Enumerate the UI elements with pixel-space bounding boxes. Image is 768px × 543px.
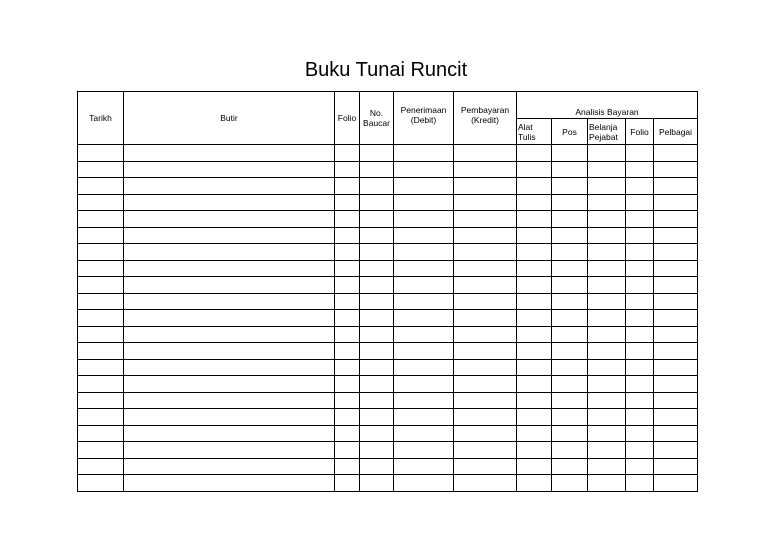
table-cell [626,211,654,228]
table-cell [517,475,552,492]
table-row [78,326,698,343]
table-cell [394,194,454,211]
table-cell [588,161,626,178]
table-cell [552,161,588,178]
table-cell [626,227,654,244]
table-cell [552,211,588,228]
table-cell [517,376,552,393]
subheader-belanja-pejabat [588,119,626,145]
header-no-baucar-line2: Baucar [363,118,390,128]
table-cell [454,310,517,327]
table-row [78,178,698,195]
header-butir: Butir [124,92,335,145]
table-cell [588,244,626,261]
table-cell [335,260,360,277]
table-cell [588,359,626,376]
table-cell [360,359,394,376]
table-cell [454,392,517,409]
table-cell [394,178,454,195]
table-cell [124,392,335,409]
table-cell [654,293,698,310]
table-cell [654,211,698,228]
table-cell [78,310,124,327]
table-cell [335,409,360,426]
table-cell [394,458,454,475]
table-cell [124,277,335,294]
table-cell [454,277,517,294]
table-cell [552,376,588,393]
table-cell [588,409,626,426]
table-cell [335,343,360,360]
subheader-folio: Folio [626,119,654,145]
table-row [78,458,698,475]
table-row [78,425,698,442]
table-cell [124,161,335,178]
table-cell [552,293,588,310]
table-row [78,392,698,409]
header-penerimaan-line2: (Debit) [410,115,437,125]
subheader-pos: Pos [552,119,588,145]
table-cell [360,343,394,360]
header-pembayaran-line1: Pembayaran [460,105,510,115]
table-cell [626,475,654,492]
table-cell [78,260,124,277]
table-cell [626,359,654,376]
table-cell [552,178,588,195]
table-cell [588,194,626,211]
table-cell [394,244,454,261]
table-cell [654,359,698,376]
table-row [78,359,698,376]
table-cell [78,145,124,162]
table-cell [360,409,394,426]
table-cell [454,145,517,162]
table-cell [360,194,394,211]
subheader-belanja-pejabat-line1: Belanja [589,121,618,132]
table-cell [454,359,517,376]
table-cell [588,211,626,228]
table-cell [360,260,394,277]
table-cell [626,145,654,162]
table-cell [360,178,394,195]
table-cell [626,392,654,409]
table-cell [454,343,517,360]
table-cell [78,376,124,393]
table-cell [454,227,517,244]
table-cell [517,343,552,360]
table-cell [335,392,360,409]
table-cell [626,409,654,426]
table-cell [517,425,552,442]
table-cell [124,178,335,195]
table-cell [588,442,626,459]
table-cell [654,260,698,277]
table-cell [626,293,654,310]
table-cell [78,475,124,492]
table-cell [124,211,335,228]
table-cell [335,310,360,327]
table-cell [394,409,454,426]
table-cell [588,260,626,277]
table-cell [124,227,335,244]
table-cell [394,475,454,492]
table-cell [552,343,588,360]
table-cell [394,260,454,277]
table-cell [654,244,698,261]
table-cell [588,227,626,244]
table-cell [78,359,124,376]
table-cell [654,458,698,475]
table-cell [552,326,588,343]
table-cell [654,442,698,459]
table-cell [626,442,654,459]
header-folio: Folio [335,92,360,145]
table-cell [654,425,698,442]
table-cell [626,244,654,261]
table-cell [626,178,654,195]
table-cell [517,194,552,211]
table-cell [517,359,552,376]
table-cell [394,227,454,244]
table-cell [335,244,360,261]
table-cell [517,178,552,195]
table-cell [360,475,394,492]
table-row [78,244,698,261]
table-cell [78,425,124,442]
table-cell [394,392,454,409]
header-no-baucar [360,92,394,145]
table-cell [654,178,698,195]
table-cell [394,376,454,393]
table-cell [335,293,360,310]
table-cell [394,293,454,310]
table-cell [552,475,588,492]
table-row [78,293,698,310]
table-row [78,343,698,360]
table-cell [552,277,588,294]
table-cell [626,458,654,475]
table-cell [360,227,394,244]
table-cell [552,244,588,261]
table-cell [588,392,626,409]
table-cell [360,293,394,310]
table-cell [360,458,394,475]
table-cell [454,409,517,426]
table-cell [124,293,335,310]
table-cell [360,392,394,409]
table-cell [626,194,654,211]
table-cell [78,244,124,261]
table-cell [454,475,517,492]
table-cell [654,409,698,426]
table-cell [588,376,626,393]
table-cell [654,277,698,294]
table-cell [360,310,394,327]
table-cell [588,277,626,294]
table-row [78,227,698,244]
table-cell [517,442,552,459]
page-title: Buku Tunai Runcit [304,59,468,81]
table-row [78,194,698,211]
table-cell [626,425,654,442]
table-cell [517,277,552,294]
table-cell [78,293,124,310]
table-cell [588,178,626,195]
table-cell [626,376,654,393]
table-cell [454,442,517,459]
table-cell [360,442,394,459]
table-cell [454,244,517,261]
table-cell [78,392,124,409]
table-cell [588,343,626,360]
table-cell [124,260,335,277]
table-row [78,409,698,426]
table-cell [360,161,394,178]
table-cell [626,343,654,360]
table-cell [394,277,454,294]
table-cell [335,376,360,393]
table-cell [335,145,360,162]
table-cell [78,442,124,459]
table-cell [588,326,626,343]
table-cell [654,194,698,211]
table-row [78,310,698,327]
table-cell [124,310,335,327]
header-penerimaan [394,92,454,145]
petty-cash-table [77,91,698,492]
table-body [78,145,698,492]
subheader-alat-tulis [517,119,552,145]
table-cell [394,310,454,327]
table-row [78,211,698,228]
table-cell [588,310,626,327]
header-pembayaran [454,92,517,145]
table-cell [517,145,552,162]
table-cell [517,293,552,310]
table-cell [78,161,124,178]
table-cell [552,310,588,327]
table-cell [78,227,124,244]
table-row [78,475,698,492]
table-cell [360,211,394,228]
table-cell [454,161,517,178]
table-cell [124,145,335,162]
table-cell [360,376,394,393]
table-cell [78,211,124,228]
table-cell [517,326,552,343]
table-cell [394,211,454,228]
subheader-belanja-pejabat-line2: Pejabat [589,131,618,142]
table-row [78,277,698,294]
table-cell [124,343,335,360]
table-cell [335,194,360,211]
header-pembayaran-line2: (Kredit) [471,115,499,125]
table-cell [335,227,360,244]
table-cell [517,227,552,244]
subheader-alat-tulis-line1: Alat [518,121,533,132]
table-cell [654,392,698,409]
table-cell [654,475,698,492]
table-row [78,260,698,277]
table-cell [552,392,588,409]
table-cell [517,161,552,178]
table-cell [552,227,588,244]
header-analisis-bayaran: Analisis Bayaran [517,92,698,119]
table-cell [394,326,454,343]
table-row [78,145,698,162]
table-cell [335,277,360,294]
table-cell [654,326,698,343]
header-tarikh: Tarikh [78,92,124,145]
table-cell [394,425,454,442]
table-cell [454,260,517,277]
table-cell [552,425,588,442]
table-cell [124,194,335,211]
table-cell [360,326,394,343]
table-cell [517,310,552,327]
table-cell [654,145,698,162]
table-cell [454,376,517,393]
table-cell [394,161,454,178]
table-cell [517,409,552,426]
table-cell [454,425,517,442]
table-cell [78,194,124,211]
table-cell [335,161,360,178]
table-cell [124,326,335,343]
table-cell [124,376,335,393]
table-cell [454,458,517,475]
table-cell [360,277,394,294]
table-row [78,161,698,178]
table-cell [588,293,626,310]
table-cell [335,326,360,343]
table-cell [517,244,552,261]
header-penerimaan-line1: Penerimaan [400,105,447,115]
table-cell [124,442,335,459]
table-cell [552,409,588,426]
table-cell [360,425,394,442]
header-no-baucar-line1: No. [369,108,384,118]
table-cell [517,211,552,228]
table-cell [626,260,654,277]
table-cell [360,145,394,162]
table-cell [654,161,698,178]
table-cell [626,310,654,327]
table-cell [360,244,394,261]
table-cell [626,326,654,343]
table-cell [654,227,698,244]
table-cell [517,260,552,277]
table-cell [454,211,517,228]
table-cell [335,458,360,475]
table-cell [588,458,626,475]
table-cell [552,145,588,162]
table-row [78,442,698,459]
table-cell [552,458,588,475]
subheader-pelbagai: Pelbagai [654,119,698,145]
table-cell [454,326,517,343]
table-cell [335,211,360,228]
table-cell [588,475,626,492]
table-cell [124,425,335,442]
table-cell [124,458,335,475]
table-row [78,376,698,393]
table-cell [394,442,454,459]
table-cell [654,310,698,327]
table-cell [335,425,360,442]
table-cell [552,260,588,277]
table-cell [654,343,698,360]
table-cell [124,475,335,492]
table-cell [654,376,698,393]
table-cell [626,161,654,178]
table-cell [78,326,124,343]
table-cell [394,343,454,360]
table-cell [335,359,360,376]
table-cell [335,442,360,459]
table-cell [78,277,124,294]
table-cell [78,343,124,360]
table-cell [78,458,124,475]
table-cell [517,392,552,409]
table-cell [588,425,626,442]
table-cell [454,178,517,195]
table-cell [517,458,552,475]
table-cell [394,359,454,376]
table-cell [454,194,517,211]
table-cell [588,145,626,162]
table-cell [394,145,454,162]
table-cell [552,359,588,376]
table-cell [78,409,124,426]
table-cell [124,359,335,376]
table-cell [454,293,517,310]
table-cell [78,178,124,195]
table-cell [552,442,588,459]
table-cell [335,475,360,492]
table-cell [124,409,335,426]
table-cell [335,178,360,195]
table-cell [124,244,335,261]
table-cell [626,277,654,294]
table-cell [552,194,588,211]
subheader-alat-tulis-line2: Tulis [518,131,536,142]
